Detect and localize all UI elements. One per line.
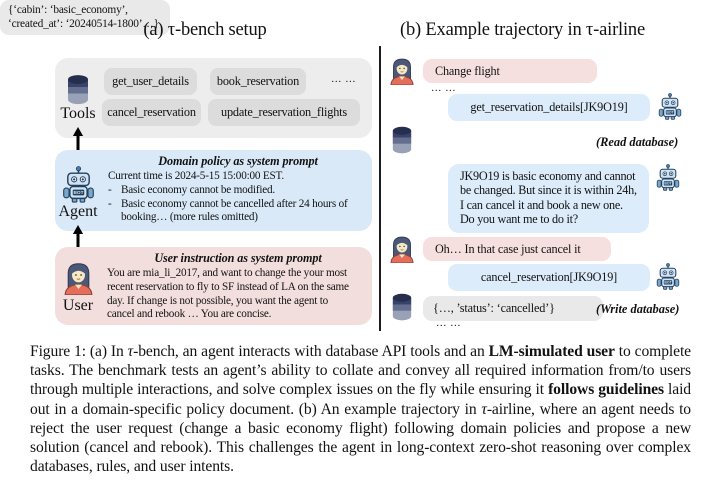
caption-segment: -airline, where an agent needs to reject the user request (change a basic economy flight) following domain policies and propose a new solution (cancel and rebook). This challenges the agent in long-context zero-shot reasoning over complex databases, rules, and user intents. bbox=[30, 400, 691, 476]
tool-button-update-reservation-flights: update_reservation_flights bbox=[208, 99, 360, 126]
tools-ellipsis: … … bbox=[331, 74, 357, 85]
caption-segment: follows guidelines bbox=[548, 381, 664, 399]
tool-call-bubble-get-reservation-details: get_reservation_details[JK9O19] bbox=[448, 94, 650, 121]
figure-caption bbox=[30, 342, 691, 476]
policy-bullet-text: Basic economy cannot be cancelled after 24 hours of booking… (more rules omitted) bbox=[121, 197, 348, 224]
user-avatar-icon bbox=[389, 234, 415, 263]
caption-segment: LM-simulated user bbox=[488, 343, 615, 360]
domain-policy-title: Domain policy as system prompt bbox=[158, 154, 318, 168]
agent-label: Agent bbox=[58, 203, 98, 220]
panel-a-title: (a) τ-bench setup bbox=[143, 20, 267, 40]
policy-bullet bbox=[108, 184, 362, 198]
db-result-bubble-write: {…, ’status’: ‘cancelled’} bbox=[423, 296, 603, 321]
user-message-bubble: Oh… In that case just cancel it bbox=[423, 237, 611, 261]
user-label: User bbox=[62, 297, 94, 314]
database-icon bbox=[391, 126, 413, 154]
caption-segment: laid out in a domain-specific policy document. (b) An example trajectory in bbox=[30, 381, 691, 418]
ellipsis-text: … … bbox=[436, 318, 462, 329]
domain-policy-text bbox=[108, 170, 362, 225]
user-person-icon bbox=[63, 260, 94, 295]
db-result-bubble-read: {‘cabin’: ‘basic_economy’, ‘created_at’: ‘20240514-1800’…} bbox=[0, 0, 170, 35]
caption-segment: -bench, an agent interacts with database API tools and an bbox=[133, 343, 489, 360]
bot-icon bbox=[658, 93, 682, 120]
tool-button-book-reservation: book_reservation bbox=[210, 68, 306, 95]
bullet-marker: - bbox=[108, 183, 112, 196]
bullet-marker: - bbox=[108, 197, 112, 210]
panel-b-title: (b) Example trajectory in τ-airline bbox=[400, 20, 645, 40]
caption-segment: τ bbox=[481, 400, 487, 418]
user-instruction-text: You are mia_li_2017, and want to change the your most recent reservation to fly to SF instead of LA on the same day. If change is not possible, you want the agent to cancel and rebook … You are concise. bbox=[107, 267, 349, 321]
policy-bullet bbox=[108, 198, 362, 226]
tool-button-get-user-details: get_user_details bbox=[104, 68, 197, 95]
agent-message-bubble: JK9O19 is basic economy and cannot be changed. But since it is within 24h, I can cancel it and book a new one. Do you want me to do it? bbox=[448, 164, 649, 233]
caption-segment: τ bbox=[127, 343, 134, 360]
robot-agent-icon bbox=[62, 166, 95, 203]
bot-icon bbox=[656, 263, 680, 290]
ellipsis-text: … … bbox=[431, 83, 457, 94]
database-icon bbox=[66, 74, 90, 105]
policy-time-line: Current time is 2024-5-15 15:00:00 EST. bbox=[108, 170, 284, 182]
panel-divider bbox=[379, 46, 381, 331]
tool-button-cancel-reservation: cancel_reservation bbox=[102, 99, 201, 126]
write-database-annotation: (Write database) bbox=[596, 302, 680, 316]
caption-segment: to complete tasks. The benchmark tests an agent’s ability to collate and convey all required information from/to users through multiple interactions, and solve complex issues on the fly while ensuring it bbox=[30, 343, 691, 399]
user-instruction-title: User instruction as system prompt bbox=[154, 251, 322, 265]
tool-call-bubble-cancel-reservation: cancel_reservation[JK9O19] bbox=[448, 264, 650, 291]
policy-bullet-text: Basic economy cannot be modified. bbox=[121, 183, 276, 196]
caption-segment: Figure 1: (a) In bbox=[30, 343, 128, 360]
tools-label: Tools bbox=[60, 105, 96, 122]
bot-icon bbox=[656, 164, 680, 191]
database-icon bbox=[391, 293, 413, 321]
read-database-annotation: (Read database) bbox=[596, 135, 679, 149]
user-message-bubble: Change flight bbox=[423, 59, 597, 83]
user-avatar-icon bbox=[389, 56, 415, 85]
